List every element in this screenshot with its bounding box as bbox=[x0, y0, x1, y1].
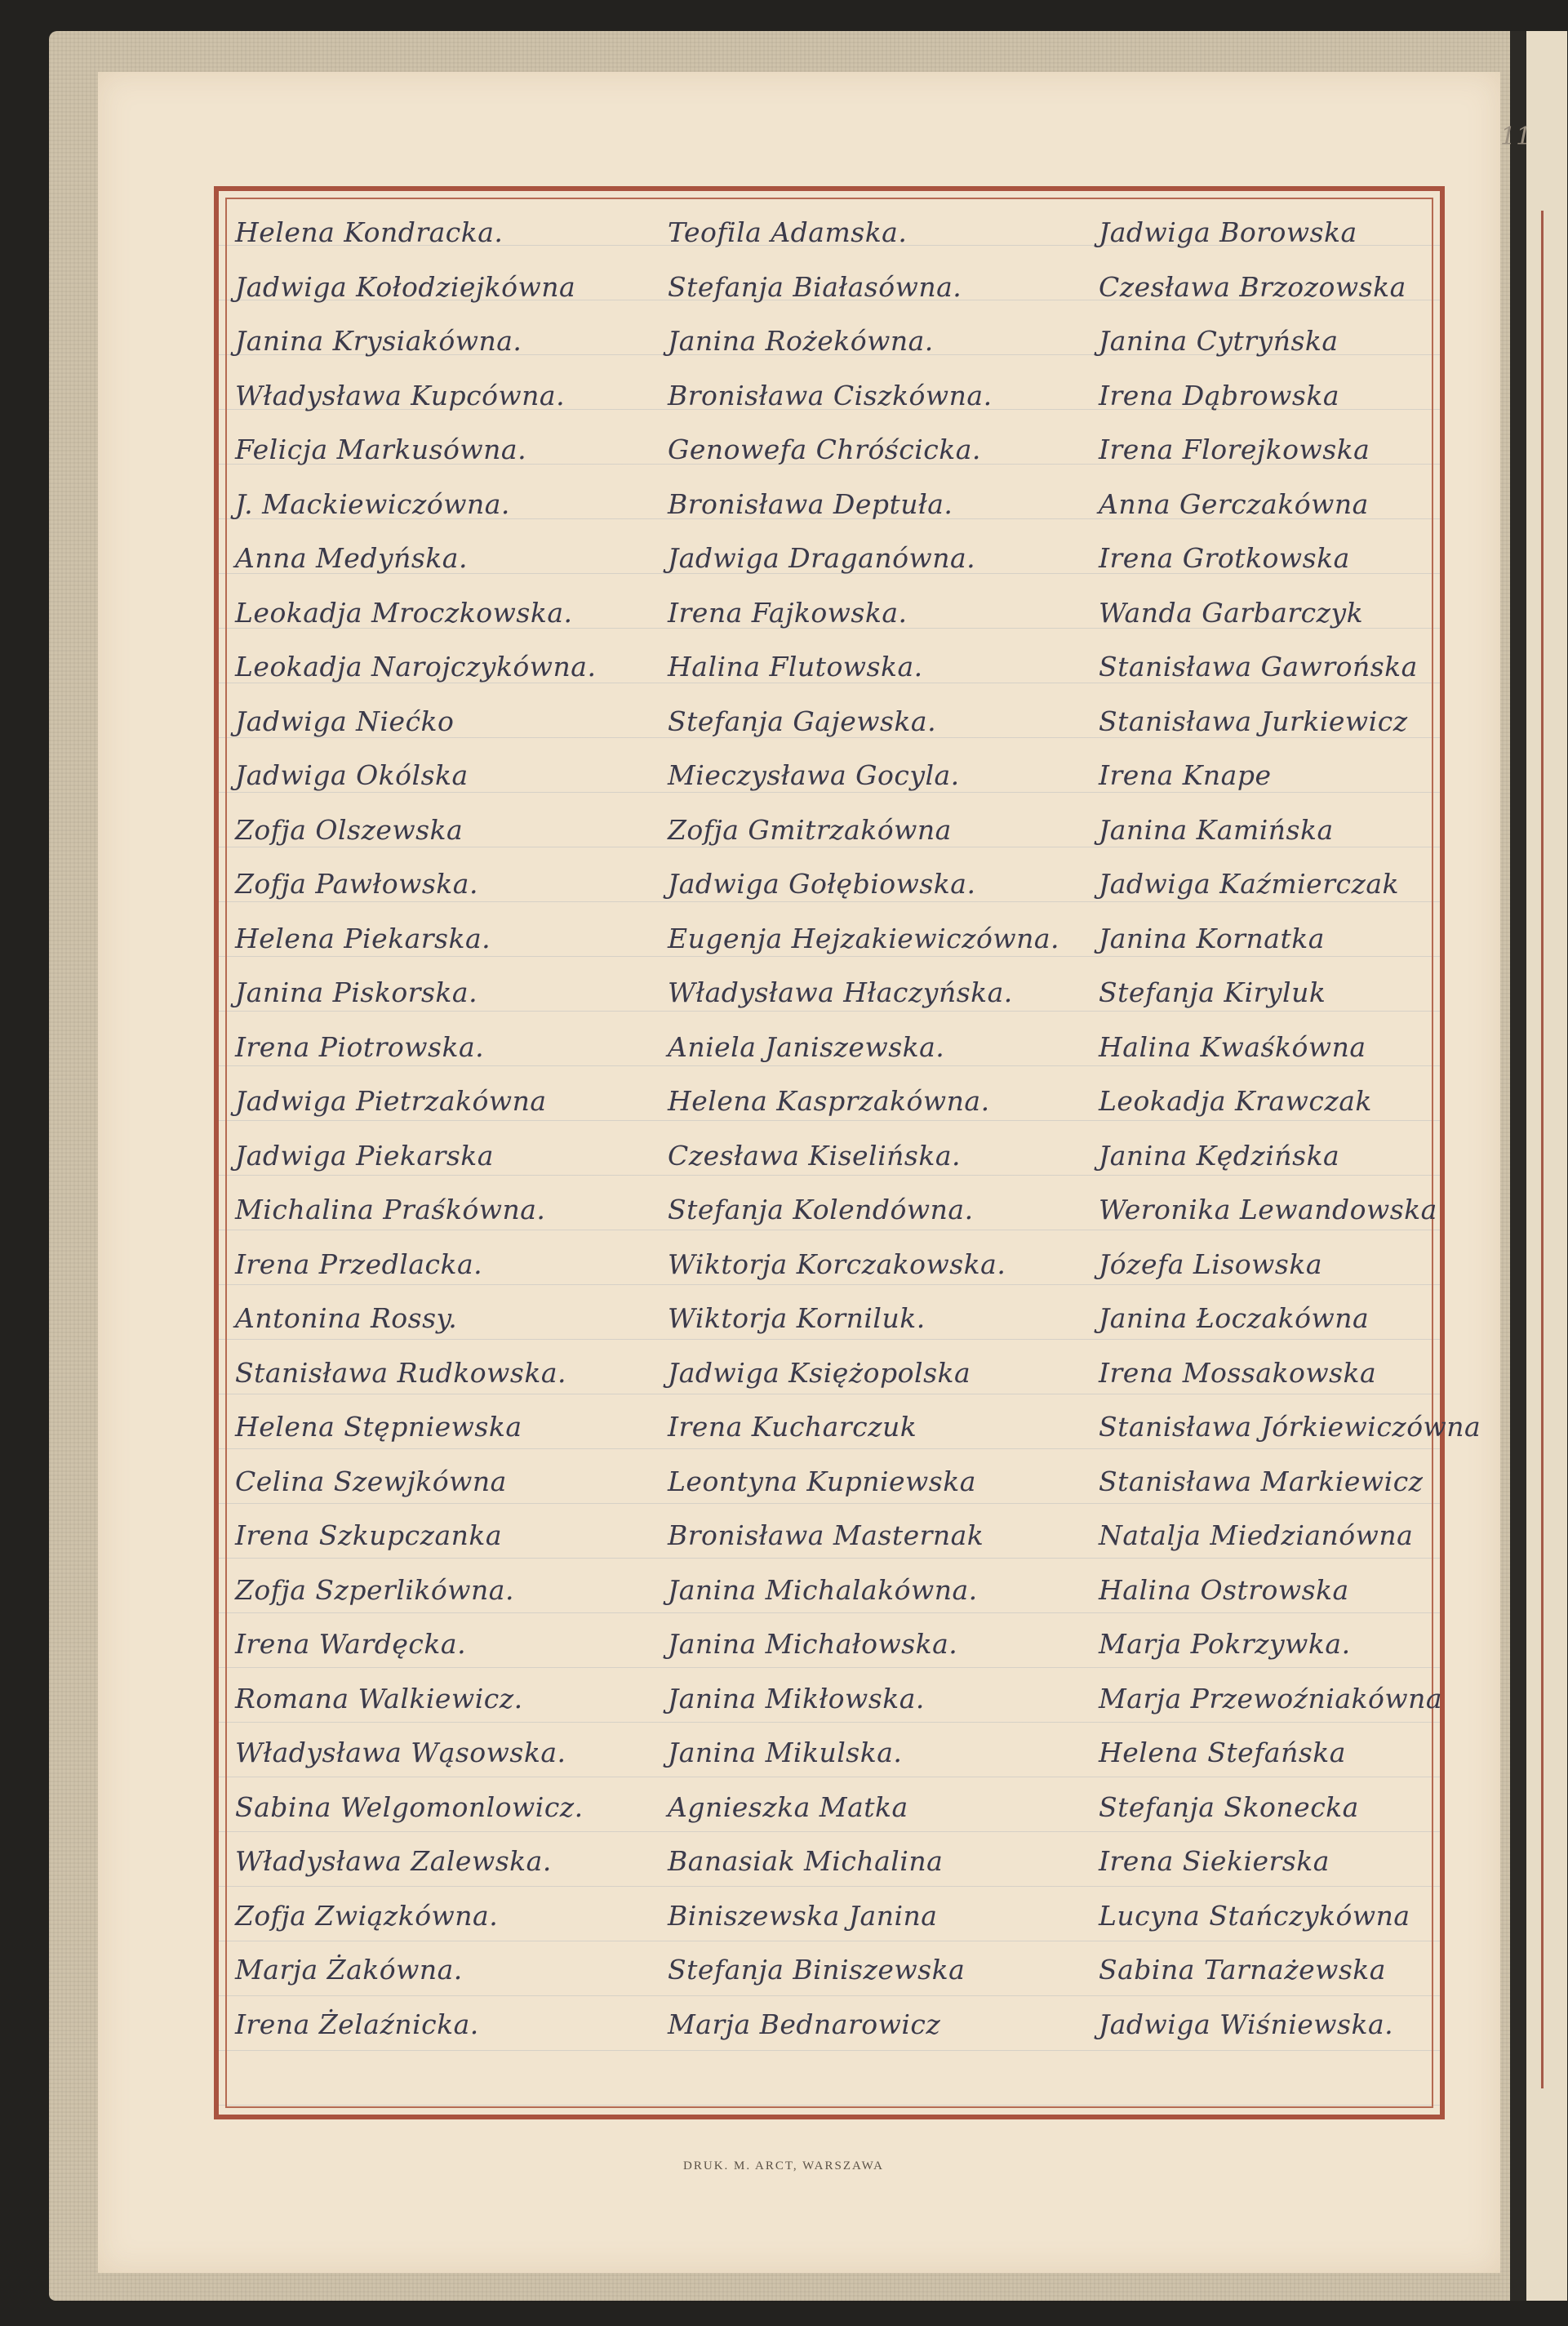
signature-name: Weronika Lewandowska bbox=[1099, 1194, 1437, 1225]
signature-name: Janina Kornatka bbox=[1099, 922, 1325, 954]
signature-name: Jadwiga Gołębiowska. bbox=[668, 868, 976, 900]
signature-name: Antonina Rossy. bbox=[235, 1302, 458, 1334]
signature-name: Aniela Janiszewska. bbox=[668, 1030, 945, 1063]
signature-name: Stefanja Kiryluk bbox=[1099, 976, 1326, 1008]
signature-name: Zofja Szperlikówna. bbox=[235, 1573, 514, 1606]
signature-name: Helena Stępniewska bbox=[235, 1411, 522, 1443]
signature-name: Janina Kędzińska bbox=[1099, 1139, 1340, 1172]
signature-name: Irena Knape bbox=[1099, 759, 1272, 791]
signature-name: Irena Kucharczuk bbox=[668, 1411, 917, 1443]
signature-name: Bronisława Ciszkówna. bbox=[668, 379, 993, 411]
signature-name: Zofja Gmitrzakówna bbox=[668, 813, 952, 846]
signature-name: Stanisława Jórkiewiczówna bbox=[1099, 1411, 1481, 1443]
signature-name: Jadwiga Piekarska bbox=[235, 1139, 494, 1172]
signature-name: Zofja Olszewska bbox=[235, 813, 464, 846]
signature-name: Romana Walkiewicz. bbox=[235, 1682, 523, 1714]
signature-name: Helena Kasprzakówna. bbox=[668, 1085, 990, 1117]
signature-name: Irena Żelaźnicka. bbox=[235, 2008, 479, 2040]
signature-name: Janina Piskorska. bbox=[235, 976, 478, 1008]
signature-name: Władysława Hłaczyńska. bbox=[668, 976, 1013, 1008]
signature-name: Anna Medyńska. bbox=[235, 542, 468, 574]
signature-name: Biniszewska Janina bbox=[668, 1899, 938, 1932]
signature-name: Jadwiga Okólska bbox=[235, 759, 469, 791]
signature-name: Leokadja Mroczkowska. bbox=[235, 596, 573, 629]
signature-name: Stefanja Białasówna. bbox=[668, 270, 962, 303]
signature-name: Halina Ostrowska bbox=[1099, 1573, 1349, 1606]
signature-name: Marja Żakówna. bbox=[235, 1954, 463, 1986]
signature-name: Marja Pokrzywka. bbox=[1099, 1628, 1351, 1660]
signature-name: Irena Mossakowska bbox=[1099, 1356, 1377, 1389]
signature-name: Helena Piekarska. bbox=[235, 922, 491, 954]
signature-name: Stefanja Skonecka bbox=[1099, 1790, 1359, 1823]
signature-name: Stefanja Biniszewska bbox=[668, 1954, 966, 1986]
signature-name: Irena Dąbrowska bbox=[1099, 379, 1340, 411]
signature-name: Irena Piotrowska. bbox=[235, 1030, 485, 1063]
signature-name: Janina Michałowska. bbox=[668, 1628, 958, 1660]
signature-name: Władysława Zalewska. bbox=[235, 1845, 552, 1877]
signature-name: Stefanja Gajewska. bbox=[668, 705, 937, 737]
signature-name: Irena Grotkowska bbox=[1099, 542, 1350, 574]
signature-name: Celina Szewjkówna bbox=[235, 1465, 507, 1497]
signature-name: Władysława Wąsowska. bbox=[235, 1737, 566, 1768]
signature-name: Janina Cytryńska bbox=[1099, 325, 1339, 357]
signature-name: Zofja Pawłowska. bbox=[235, 868, 478, 900]
signature-name: Janina Łoczakówna bbox=[1099, 1302, 1370, 1334]
signature-name: Sabina Welgomonlowicz. bbox=[235, 1790, 584, 1823]
signature-name: Stanisława Markiewicz bbox=[1099, 1465, 1424, 1497]
signature-name: Anna Gerczakówna bbox=[1099, 487, 1369, 520]
signature-name: Irena Fajkowska. bbox=[668, 596, 908, 629]
signature-name: Sabina Tarnażewska bbox=[1099, 1954, 1386, 1986]
signature-name: J. Mackiewiczówna. bbox=[235, 487, 510, 520]
signature-name: Irena Przedlacka. bbox=[235, 1248, 483, 1280]
signature-name: Wiktorja Korniluk. bbox=[668, 1302, 926, 1334]
signature-name: Józefa Lisowska bbox=[1099, 1248, 1323, 1280]
signature-name: Władysława Kupcówna. bbox=[235, 379, 566, 411]
signature-name: Czesława Brzozowska bbox=[1099, 270, 1406, 303]
signature-name: Bronisława Masternak bbox=[668, 1519, 984, 1551]
signature-name: Jadwiga Niećko bbox=[235, 705, 455, 737]
signature-name: Leokadja Krawczak bbox=[1099, 1085, 1372, 1117]
signature-name: Leontyna Kupniewska bbox=[668, 1465, 976, 1497]
signature-name: Halina Kwaśkówna bbox=[1099, 1030, 1366, 1063]
signature-name: Janina Rożekówna. bbox=[668, 325, 934, 357]
signature-name: Jadwiga Kaźmierczak bbox=[1099, 868, 1400, 900]
signature-name: Eugenja Hejzakiewiczówna. bbox=[668, 922, 1060, 954]
signature-name: Stanisława Rudkowska. bbox=[235, 1356, 567, 1389]
signature-name: Agnieszka Matka bbox=[668, 1790, 908, 1823]
signature-name: Helena Kondracka. bbox=[235, 216, 504, 248]
facing-page-edge bbox=[1510, 31, 1567, 2301]
signature-name: Czesława Kiselińska. bbox=[668, 1139, 962, 1172]
signature-name: Stefanja Kolendówna. bbox=[668, 1194, 974, 1225]
signature-name: Jadwiga Pietrzakówna bbox=[235, 1085, 547, 1117]
signature-name: Wiktorja Korczakowska. bbox=[668, 1248, 1006, 1280]
signature-name: Janina Michalakówna. bbox=[668, 1573, 978, 1606]
signature-name: Irena Wardęcka. bbox=[235, 1628, 467, 1660]
signature-name: Jadwiga Wiśniewska. bbox=[1099, 2008, 1394, 2040]
signature-grid bbox=[235, 206, 1481, 2052]
signature-name: Banasiak Michalina bbox=[668, 1845, 944, 1877]
page-corner-mark: 11 bbox=[1500, 122, 1532, 151]
signature-name: Marja Bednarowicz bbox=[668, 2008, 941, 2040]
signature-name: Teofila Adamska. bbox=[668, 216, 908, 248]
signature-name: Felicja Markusówna. bbox=[235, 434, 527, 465]
signature-name: Stanisława Gawrońska bbox=[1099, 651, 1418, 683]
signature-name: Bronisława Deptuła. bbox=[668, 487, 953, 520]
signature-name: Genowefa Chróścicka. bbox=[668, 434, 981, 465]
signature-name: Jadwiga Księżopolska bbox=[668, 1356, 971, 1389]
signature-name: Marja Przewoźniakówna bbox=[1099, 1682, 1443, 1714]
signature-name: Mieczysława Gocyla. bbox=[668, 759, 960, 791]
signature-name: Irena Szkupczanka bbox=[235, 1519, 503, 1551]
signature-frame bbox=[214, 186, 1481, 2119]
facing-page-frame bbox=[1541, 211, 1568, 2088]
signature-name: Michalina Praśkówna. bbox=[235, 1194, 546, 1225]
signature-name: Janina Krysiakówna. bbox=[235, 325, 522, 357]
signature-name: Helena Stefańska bbox=[1099, 1737, 1346, 1768]
signature-name: Stanisława Jurkiewicz bbox=[1099, 705, 1408, 737]
signature-name: Janina Mikulska. bbox=[668, 1737, 903, 1768]
signature-name: Lucyna Stańczykówna bbox=[1099, 1899, 1410, 1932]
signature-name: Natalja Miedzianówna bbox=[1099, 1519, 1414, 1551]
signature-name: Irena Florejkowska bbox=[1099, 434, 1370, 465]
signature-name: Leokadja Narojczykówna. bbox=[235, 651, 597, 683]
signature-name: Halina Flutowska. bbox=[668, 651, 923, 683]
signature-name: Jadwiga Borowska bbox=[1099, 216, 1357, 248]
signature-name: Janina Kamińska bbox=[1099, 813, 1334, 846]
signature-name: Janina Mikłowska. bbox=[668, 1682, 925, 1714]
signature-name: Jadwiga Kołodziejkówna bbox=[235, 270, 576, 303]
signature-name: Irena Siekierska bbox=[1099, 1845, 1330, 1877]
printer-imprint: DRUK. M. ARCT, WARSZAWA bbox=[683, 2159, 884, 2173]
signature-name: Jadwiga Draganówna. bbox=[668, 542, 976, 574]
signature-name: Wanda Garbarczyk bbox=[1099, 596, 1364, 629]
signature-name: Zofja Związkówna. bbox=[235, 1899, 499, 1932]
